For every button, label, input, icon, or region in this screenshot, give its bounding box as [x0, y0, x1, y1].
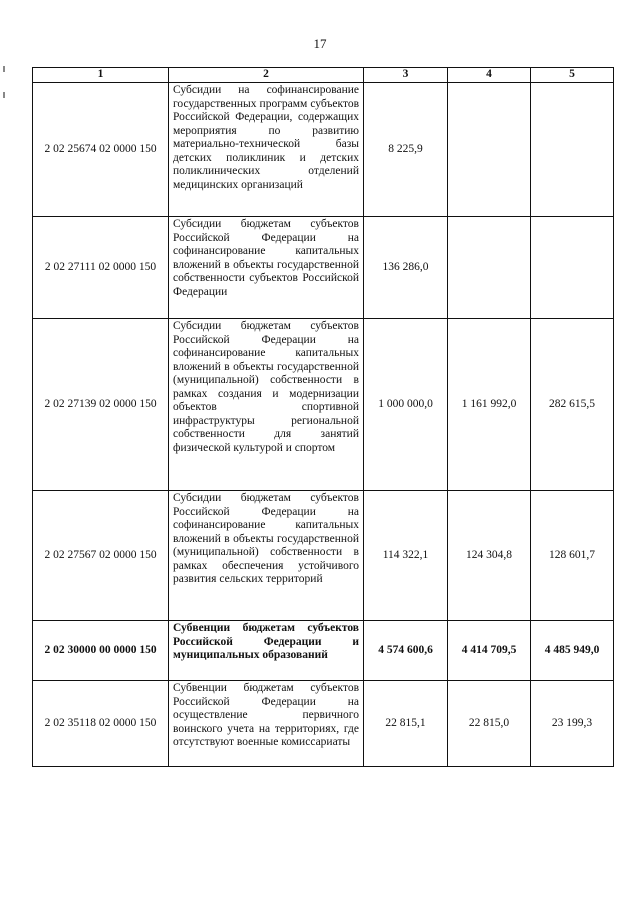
value-cell-col3: 114 322,1 — [364, 491, 448, 621]
value-cell-col4 — [448, 217, 531, 319]
description-cell: Субсидии бюджетам субъектов Российской Федерации на софинансирование капитальных вложений в объекты государственной (муниципальной) собственности в рамках создания и модернизации объектов спортивной инфраструктуры региональной собственности для занятий физической культурой и спортом — [169, 319, 364, 491]
column-header: 3 — [364, 68, 448, 83]
value-cell-col5: 282 615,5 — [531, 319, 614, 491]
value-cell-col4: 124 304,8 — [448, 491, 531, 621]
column-header: 5 — [531, 68, 614, 83]
table-row-subtotal — [33, 621, 614, 681]
table-row — [33, 217, 614, 319]
value-cell-col5 — [531, 83, 614, 217]
value-cell-col3: 22 815,1 — [364, 681, 448, 767]
value-cell-col5 — [531, 217, 614, 319]
value-cell-col3: 1 000 000,0 — [364, 319, 448, 491]
page-number: 17 — [313, 36, 327, 51]
value-cell-col3: 8 225,9 — [364, 83, 448, 217]
description-cell: Субвенции бюджетам субъектов Российской Федерации и муниципальных образований — [169, 621, 364, 681]
scan-edge-mark — [3, 66, 5, 72]
value-cell-col4: 1 161 992,0 — [448, 319, 531, 491]
table-row — [33, 491, 614, 621]
budget-table — [32, 67, 614, 767]
value-cell-col3: 136 286,0 — [364, 217, 448, 319]
scan-edge-mark — [3, 92, 5, 98]
value-cell-col5: 23 199,3 — [531, 681, 614, 767]
column-header: 2 — [169, 68, 364, 83]
description-cell: Субвенции бюджетам субъектов Российской Федерации на осуществление первичного воинского учета на территориях, где отсутствуют военные комиссариаты — [169, 681, 364, 767]
budget-code-cell: 2 02 25674 02 0000 150 — [33, 83, 169, 217]
value-cell-col4 — [448, 83, 531, 217]
budget-code-cell: 2 02 27111 02 0000 150 — [33, 217, 169, 319]
column-header: 4 — [448, 68, 531, 83]
table-row — [33, 319, 614, 491]
value-cell-col5: 128 601,7 — [531, 491, 614, 621]
table-header-row — [33, 68, 614, 83]
table-row — [33, 681, 614, 767]
table-row — [33, 83, 614, 217]
budget-code-cell: 2 02 27139 02 0000 150 — [33, 319, 169, 491]
budget-code-cell: 2 02 30000 00 0000 150 — [33, 621, 169, 681]
value-cell-col4: 4 414 709,5 — [448, 621, 531, 681]
description-cell: Субсидии бюджетам субъектов Российской Федерации на софинансирование капитальных вложений в объекты государственной (муниципальной) собственности в рамках обеспечения устойчивого развития сельских территорий — [169, 491, 364, 621]
column-header: 1 — [33, 68, 169, 83]
budget-code-cell: 2 02 27567 02 0000 150 — [33, 491, 169, 621]
budget-code-cell: 2 02 35118 02 0000 150 — [33, 681, 169, 767]
description-cell: Субсидии на софинансирование государственных программ субъектов Российской Федерации, содержащих мероприятия по развитию материально-технической базы детских поликлиник и детских поликлинических отделений медицинских организаций — [169, 83, 364, 217]
description-cell: Субсидии бюджетам субъектов Российской Федерации на софинансирование капитальных вложений в объекты государственной собственности субъектов Российской Федерации — [169, 217, 364, 319]
value-cell-col5: 4 485 949,0 — [531, 621, 614, 681]
value-cell-col4: 22 815,0 — [448, 681, 531, 767]
value-cell-col3: 4 574 600,6 — [364, 621, 448, 681]
